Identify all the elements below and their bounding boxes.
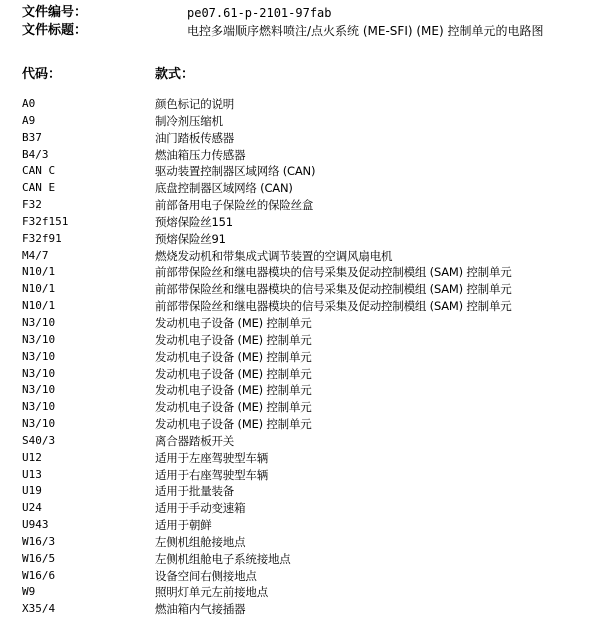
component-description: 制冷剂压缩机 bbox=[155, 113, 223, 128]
component-code: W16/5 bbox=[22, 551, 56, 565]
component-description: 设备空间右侧接地点 bbox=[155, 568, 257, 583]
component-description: 燃油箱内气接插器 bbox=[155, 602, 246, 617]
list-item bbox=[0, 332, 605, 349]
component-description: 适用于左座驾驶型车辆 bbox=[155, 450, 268, 465]
component-code: U943 bbox=[22, 518, 49, 532]
list-item bbox=[0, 399, 605, 416]
component-code: N10/1 bbox=[22, 282, 56, 296]
component-code: W16/6 bbox=[22, 568, 56, 582]
component-code: F32 bbox=[22, 198, 42, 212]
component-description: 左侧机组舱接地点 bbox=[155, 534, 246, 549]
list-item bbox=[0, 450, 605, 467]
component-code: W16/3 bbox=[22, 534, 56, 548]
list-item bbox=[0, 534, 605, 551]
component-code: U24 bbox=[22, 501, 42, 515]
list-item bbox=[0, 551, 605, 568]
component-code: S40/3 bbox=[22, 433, 56, 447]
component-description: 预熔保险丝91 bbox=[155, 231, 226, 246]
file-title-row bbox=[22, 23, 544, 39]
list-item bbox=[0, 96, 605, 113]
component-description: 前部带保险丝和继电器模块的信号采集及促动控制模组 (SAM) 控制单元 bbox=[155, 282, 512, 297]
list-item bbox=[0, 467, 605, 484]
component-description: 适用于朝鲜 bbox=[155, 518, 212, 533]
component-description: 燃油箱压力传感器 bbox=[155, 147, 246, 162]
list-item bbox=[0, 197, 605, 214]
component-description: 发动机电子设备 (ME) 控制单元 bbox=[155, 417, 312, 432]
component-description: 适用于手动变速箱 bbox=[155, 501, 246, 516]
component-code: B37 bbox=[22, 130, 42, 144]
component-description: 照明灯单元左前接地点 bbox=[155, 585, 268, 600]
component-code: X35/4 bbox=[22, 602, 56, 616]
component-code: N3/10 bbox=[22, 315, 56, 329]
component-description: 发动机电子设备 (ME) 控制单元 bbox=[155, 383, 312, 398]
list-item bbox=[0, 517, 605, 534]
component-description: 油门踏板传感器 bbox=[155, 130, 235, 145]
component-code: M4/7 bbox=[22, 248, 49, 262]
component-code: CAN E bbox=[22, 181, 56, 195]
component-description: 适用于右座驾驶型车辆 bbox=[155, 467, 268, 482]
component-code: U19 bbox=[22, 484, 42, 498]
list-item bbox=[0, 281, 605, 298]
component-code: N3/10 bbox=[22, 332, 56, 346]
component-code: A0 bbox=[22, 97, 36, 110]
component-description: 燃烧发动机和带集成式调节装置的空调风扇电机 bbox=[155, 248, 393, 263]
list-item bbox=[0, 214, 605, 231]
component-list bbox=[0, 96, 605, 618]
file-number-row bbox=[22, 5, 332, 21]
component-description: 发动机电子设备 (ME) 控制单元 bbox=[155, 349, 312, 364]
component-description: 发动机电子设备 (ME) 控制单元 bbox=[155, 366, 312, 381]
component-code: CAN C bbox=[22, 164, 56, 178]
file-number-value: pe07.61-p-2101-97fab bbox=[187, 6, 332, 20]
component-code: A9 bbox=[22, 113, 36, 127]
component-code: N10/1 bbox=[22, 299, 56, 313]
list-item bbox=[0, 433, 605, 450]
list-item bbox=[0, 568, 605, 585]
component-code: B4/3 bbox=[22, 147, 49, 161]
component-code: N3/10 bbox=[22, 400, 56, 414]
list-item bbox=[0, 584, 605, 601]
list-item bbox=[0, 163, 605, 180]
file-title-label: 文件标题： bbox=[22, 23, 88, 38]
component-code: U13 bbox=[22, 467, 42, 481]
component-code: N10/1 bbox=[22, 265, 56, 279]
list-item bbox=[0, 248, 605, 265]
component-description: 底盘控制器区域网络 (CAN) bbox=[155, 181, 293, 196]
list-item bbox=[0, 500, 605, 517]
code-column-header: 代码： bbox=[22, 67, 62, 82]
description-column-header: 款式： bbox=[155, 67, 195, 82]
list-item bbox=[0, 180, 605, 197]
list-item bbox=[0, 349, 605, 366]
list-item bbox=[0, 264, 605, 281]
list-item bbox=[0, 130, 605, 147]
component-code: N3/10 bbox=[22, 366, 56, 380]
component-code: N3/10 bbox=[22, 383, 56, 397]
file-number-label: 文件编号： bbox=[22, 5, 88, 20]
component-description: 发动机电子设备 (ME) 控制单元 bbox=[155, 332, 312, 347]
list-item bbox=[0, 315, 605, 332]
component-code: F32f91 bbox=[22, 231, 62, 245]
component-description: 离合器踏板开关 bbox=[155, 433, 235, 448]
list-item bbox=[0, 113, 605, 130]
list-item bbox=[0, 147, 605, 164]
component-description: 前部带保险丝和继电器模块的信号采集及促动控制模组 (SAM) 控制单元 bbox=[155, 299, 512, 314]
component-description: 发动机电子设备 (ME) 控制单元 bbox=[155, 315, 312, 330]
component-code: N3/10 bbox=[22, 417, 56, 431]
component-description: 预熔保险丝151 bbox=[155, 214, 233, 229]
component-code: F32f151 bbox=[22, 214, 69, 228]
list-item bbox=[0, 366, 605, 383]
component-description: 左侧机组舱电子系统接地点 bbox=[155, 551, 291, 566]
component-description: 前部带保险丝和继电器模块的信号采集及促动控制模组 (SAM) 控制单元 bbox=[155, 265, 512, 280]
component-code: N3/10 bbox=[22, 349, 56, 363]
file-title-value: 电控多端顺序燃料喷注/点火系统 (ME-SFI) (ME) 控制单元的电路图 bbox=[187, 24, 544, 38]
list-item bbox=[0, 231, 605, 248]
component-description: 发动机电子设备 (ME) 控制单元 bbox=[155, 400, 312, 415]
component-code: W9 bbox=[22, 585, 36, 599]
list-item bbox=[0, 382, 605, 399]
component-description: 前部备用电子保险丝的保险丝盒 bbox=[155, 198, 314, 213]
component-code: U12 bbox=[22, 450, 42, 464]
list-item bbox=[0, 483, 605, 500]
list-item bbox=[0, 298, 605, 315]
component-description: 颜色标记的说明 bbox=[155, 97, 235, 111]
component-description: 适用于批量装备 bbox=[155, 484, 235, 499]
component-description: 驱动装置控制器区域网络 (CAN) bbox=[155, 164, 316, 179]
list-item bbox=[0, 416, 605, 433]
